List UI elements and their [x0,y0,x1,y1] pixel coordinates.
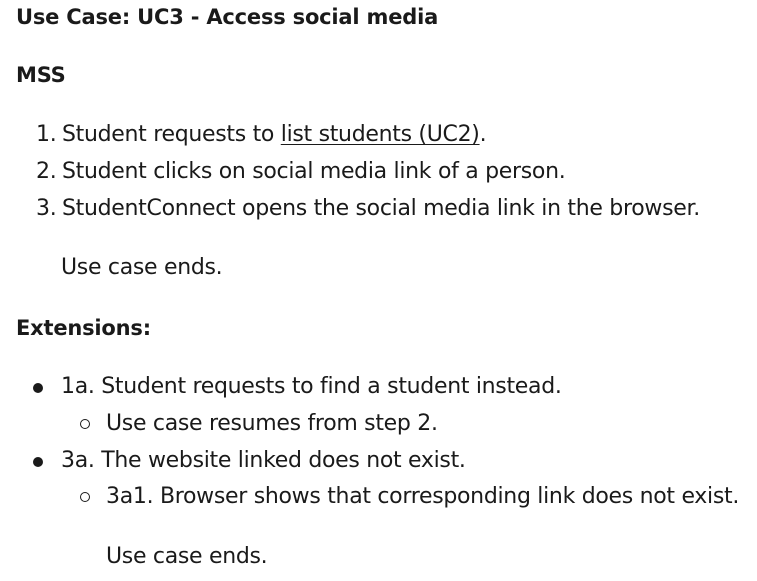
step-number: 2. [36,159,57,184]
extension-1a-sub: Use case resumes from step 2. [106,411,438,436]
step-text: StudentConnect opens the social media link in the browser. [62,196,700,221]
step-text: Student clicks on social media link of a person. [62,159,566,184]
mss-step-1 [36,120,486,150]
step-text-end: . [479,122,487,147]
step-number: 1. [36,122,57,147]
extensions-heading: Extensions: [16,316,151,340]
use-case-title: Use Case: UC3 - Access social media [16,5,439,29]
mss-heading: MSS [16,63,66,87]
mss-end-text: Use case ends. [61,255,223,280]
bullet-disc-icon [33,457,43,467]
mss-step-2 [36,157,565,187]
step-number: 3. [36,196,57,221]
extension-3a: 3a. The website linked does not exist. [61,448,466,473]
bullet-disc-icon [33,383,43,393]
step-text: Student requests to [62,122,281,147]
bullet-circle-icon [80,419,90,429]
bullet-circle-icon [80,492,90,502]
mss-step-3 [36,194,700,224]
extension-3a1: 3a1. Browser shows that corresponding link does not exist. [106,484,740,509]
list-students-link[interactable]: list students (UC2) [280,122,480,147]
extension-end-text: Use case ends. [106,544,268,569]
extension-1a: 1a. Student requests to find a student instead. [61,374,562,399]
